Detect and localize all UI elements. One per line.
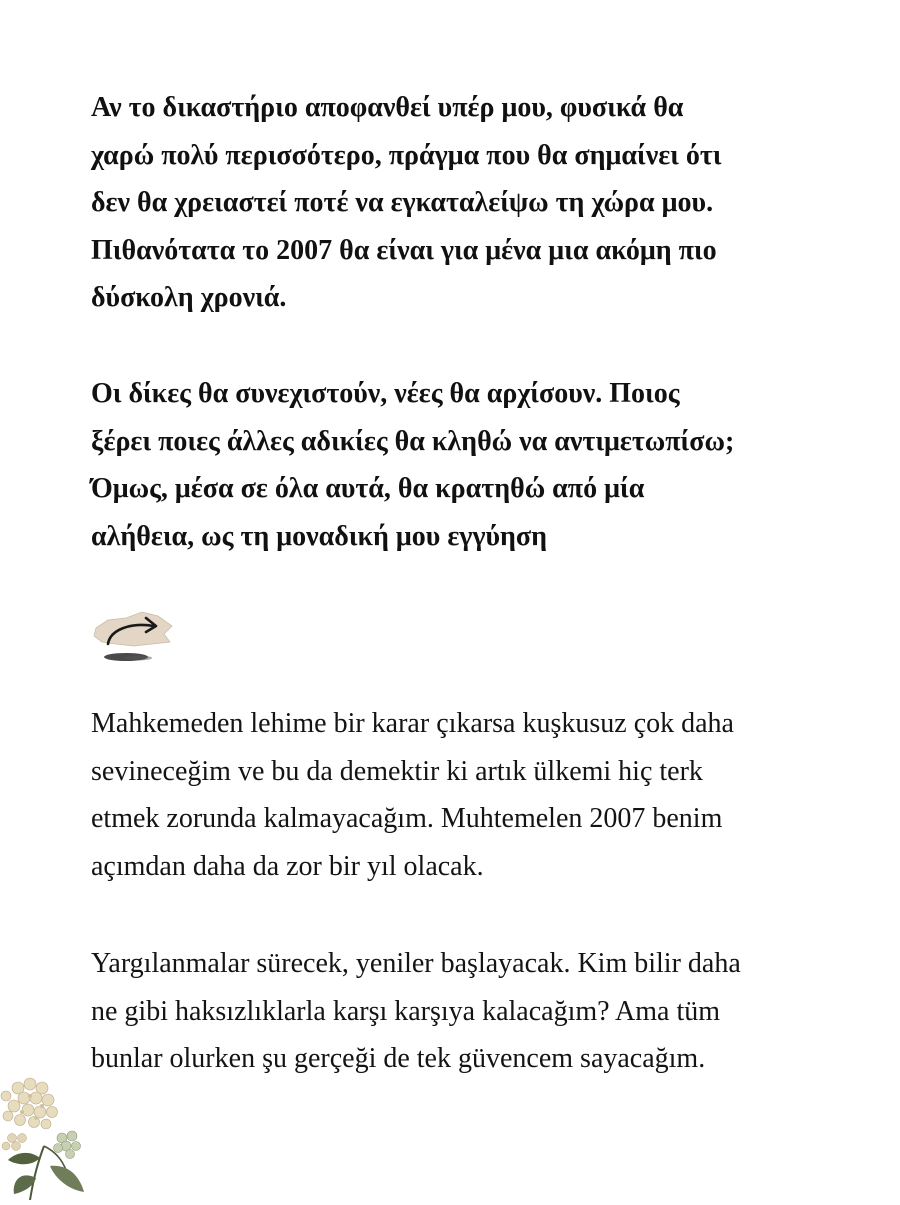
greek-paragraph-1: Αν το δικαστήριο αποφανθεί υπέρ μου, φυσικά θα χαρώ πολύ περισσότερο, πράγμα που θα σημαίνει ότι δεν θα χρειαστεί ποτέ να εγκαταλείψω τη χώρα μου. Πιθανότατα το 2007 θα είναι για μένα μια ακόμη πιο δύσκολη χρονιά. <box>91 92 722 313</box>
hydrangea-flower-icon <box>0 1066 100 1200</box>
greek-paragraph-2: Οι δίκες θα συνεχιστούν, νέες θα αρχίσουν. Ποιος ξέρει ποιες άλλες αδικίες θα κληθώ να αντιμετωπίσω; Όμως, μέσα σε όλα αυτά, θα κρατηθώ από μία αλήθεια, ως τη μοναδική μου εγγύηση <box>91 378 735 552</box>
turkish-paragraph-1: Mahkemeden lehime bir karar çıkarsa kuşkusuz çok daha sevineceğim ve bu da demektir ki artık ülkemi hiç terk etmek zorunda kalmayacağım. Muhtemelen 2007 benim açımdan daha da zor bir yıl olacak. <box>91 708 734 882</box>
turkish-paragraph-2: Yargılanmalar sürecek, yeniler başlayacak. Kim bilir daha ne gibi haksızlıklarla karşı karşıya kalacağım? Ama tüm bunlar olurken şu gerçeği de tek güvencem sayacağım. <box>91 948 741 1074</box>
curved-arrow-right-icon <box>86 600 186 672</box>
